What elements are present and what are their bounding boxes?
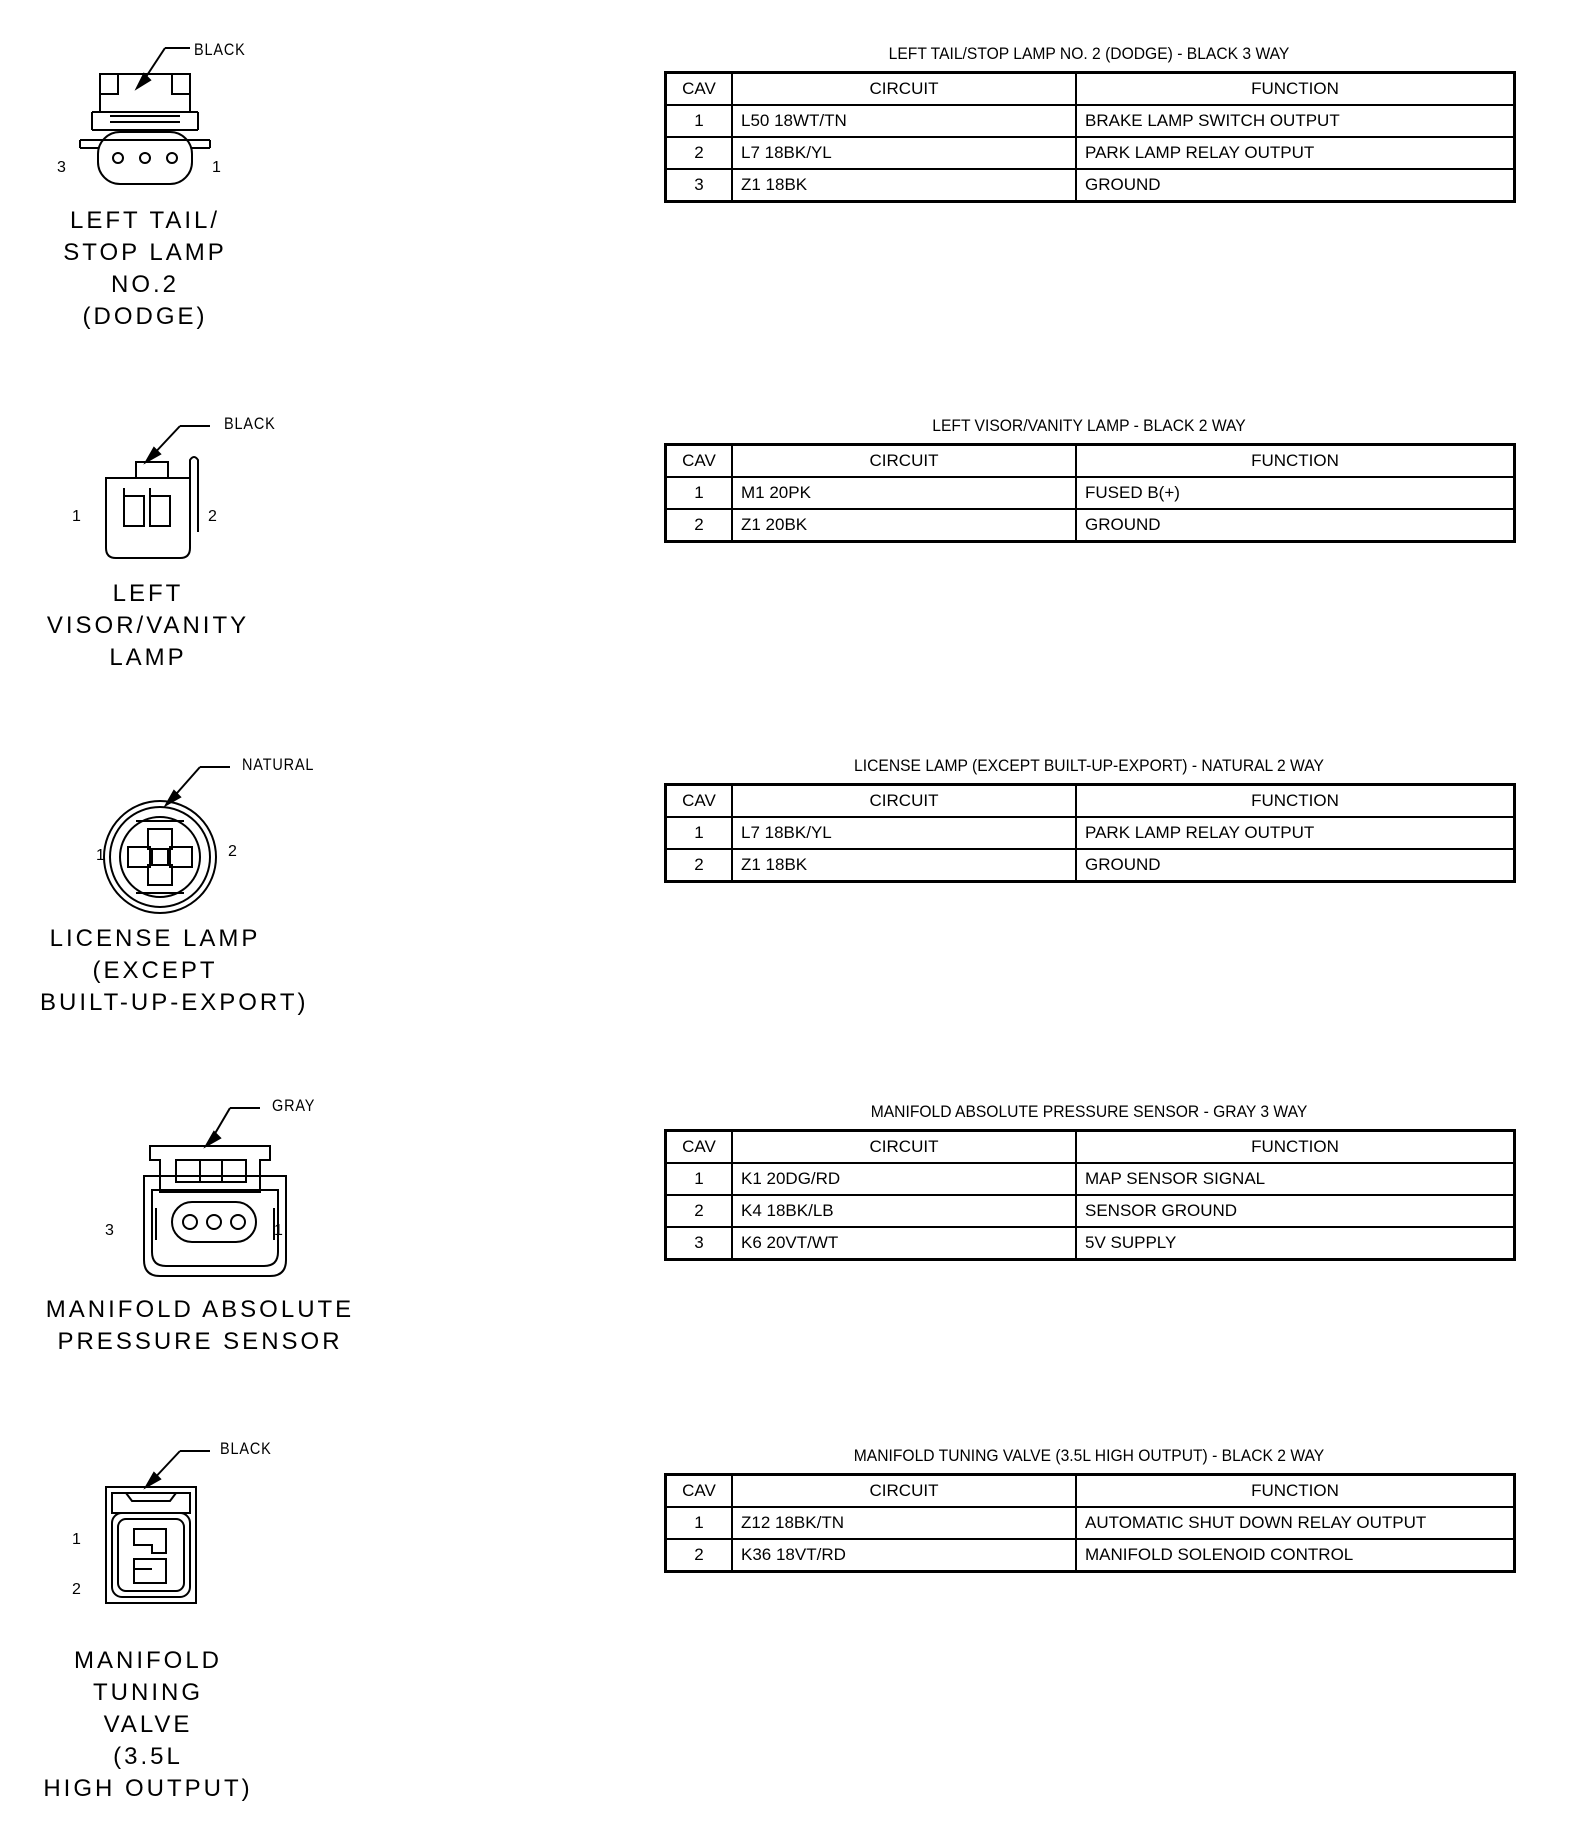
table-row (666, 169, 1515, 202)
connector-pinout-table (664, 783, 1516, 883)
function-header: FUNCTION (1076, 73, 1515, 106)
connector-caption (40, 1645, 256, 1805)
function-cell: GROUND (1076, 169, 1515, 202)
cav-cell: 2 (666, 1195, 733, 1227)
function-cell: PARK LAMP RELAY OUTPUT (1076, 817, 1515, 849)
connector-color-label: GRAY (272, 1096, 316, 1115)
cav-cell: 1 (666, 105, 733, 137)
caption-line: LAMP (109, 644, 187, 671)
caption-line: LICENSE LAMP (49, 925, 261, 952)
circuit-cell: K1 20DG/RD (732, 1163, 1076, 1195)
caption-line: BUILT-UP-EXPORT) (40, 989, 309, 1016)
cav-cell: 1 (666, 477, 733, 509)
caption-line: NO.2 (110, 271, 179, 298)
circuit-cell: Z1 20BK (732, 509, 1076, 542)
pin-label: 2 (208, 508, 217, 525)
connector-pinout-table (664, 71, 1516, 203)
function-cell: MANIFOLD SOLENOID CONTROL (1076, 1539, 1515, 1572)
table-header-row (666, 1475, 1515, 1508)
cav-header: CAV (666, 785, 733, 818)
two-way-valve-connector-icon (40, 1435, 340, 1615)
caption-line: MANIFOLD ABSOLUTE (45, 1296, 355, 1323)
function-header: FUNCTION (1076, 785, 1515, 818)
circuit-cell: L7 18BK/YL (732, 137, 1076, 169)
caption-line: MANIFOLD (73, 1647, 222, 1674)
table-header-row (666, 445, 1515, 478)
table-title: MANIFOLD ABSOLUTE PRESSURE SENSOR - GRAY 3 WAY (870, 1102, 1308, 1121)
function-cell: BRAKE LAMP SWITCH OUTPUT (1076, 105, 1515, 137)
table-title: LEFT VISOR/VANITY LAMP - BLACK 2 WAY (932, 416, 1246, 435)
function-cell: 5V SUPPLY (1076, 1227, 1515, 1260)
connector-caption (40, 923, 309, 1019)
cav-header: CAV (666, 1131, 733, 1164)
circuit-cell: L50 18WT/TN (732, 105, 1076, 137)
connector-color-label: BLACK (220, 1439, 272, 1458)
cav-cell: 3 (666, 1227, 733, 1260)
cav-header: CAV (666, 1475, 733, 1508)
connector-pinout-table (664, 443, 1516, 543)
pin-label: 1 (72, 1531, 81, 1548)
table-title: MANIFOLD TUNING VALVE (3.5L HIGH OUTPUT) - BLACK 2 WAY (853, 1446, 1325, 1465)
pin-label: 1 (274, 1222, 283, 1239)
table-title: LEFT TAIL/STOP LAMP NO. 2 (DODGE) - BLACK 3 WAY (888, 44, 1290, 63)
cav-cell: 2 (666, 509, 733, 542)
table-row (666, 1195, 1515, 1227)
caption-line: VALVE (103, 1711, 193, 1738)
table-title: LICENSE LAMP (EXCEPT BUILT-UP-EXPORT) - NATURAL 2 WAY (854, 756, 1324, 775)
cav-header: CAV (666, 445, 733, 478)
connector-color-label: BLACK (224, 414, 276, 433)
function-cell: GROUND (1076, 509, 1515, 542)
function-header: FUNCTION (1076, 1131, 1515, 1164)
pin-label: 2 (72, 1581, 81, 1598)
pin-label: 3 (57, 159, 66, 176)
circuit-cell: M1 20PK (732, 477, 1076, 509)
connector-caption (40, 578, 256, 674)
function-cell: PARK LAMP RELAY OUTPUT (1076, 137, 1515, 169)
function-cell: MAP SENSOR SIGNAL (1076, 1163, 1515, 1195)
cav-cell: 2 (666, 137, 733, 169)
circuit-cell: K6 20VT/WT (732, 1227, 1076, 1260)
circuit-cell: Z12 18BK/TN (732, 1507, 1076, 1539)
connector-pinout-table (664, 1129, 1516, 1261)
table-row (666, 1507, 1515, 1539)
caption-line: LEFT (112, 580, 184, 607)
caption-line: (EXCEPT (92, 957, 218, 984)
connector-color-label: NATURAL (242, 755, 315, 774)
connector-caption (40, 1294, 360, 1358)
function-header: FUNCTION (1076, 1475, 1515, 1508)
two-way-lamp-connector-icon (40, 400, 340, 570)
three-way-sensor-connector-icon (40, 1090, 340, 1290)
caption-line: HIGH OUTPUT) (43, 1775, 253, 1802)
caption-line: LEFT TAIL/ (69, 207, 221, 234)
cav-cell: 2 (666, 849, 733, 882)
connector-pinout-table (664, 1473, 1516, 1573)
three-way-lamp-connector-icon (40, 30, 340, 190)
function-cell: GROUND (1076, 849, 1515, 882)
circuit-cell: K4 18BK/LB (732, 1195, 1076, 1227)
function-header: FUNCTION (1076, 445, 1515, 478)
circuit-cell: Z1 18BK (732, 169, 1076, 202)
table-header-row (666, 1131, 1515, 1164)
cav-cell: 2 (666, 1539, 733, 1572)
function-cell: SENSOR GROUND (1076, 1195, 1515, 1227)
pin-label: 1 (72, 508, 81, 525)
caption-line: (DODGE) (82, 303, 208, 330)
pin-label: 3 (105, 1222, 114, 1239)
caption-line: VISOR/VANITY (46, 612, 250, 639)
cav-cell: 1 (666, 817, 733, 849)
table-row (666, 817, 1515, 849)
table-row (666, 105, 1515, 137)
table-row (666, 849, 1515, 882)
caption-line: (3.5L (113, 1743, 183, 1770)
circuit-header: CIRCUIT (732, 445, 1076, 478)
connector-caption (40, 205, 250, 333)
cav-cell: 1 (666, 1163, 733, 1195)
pin-label: 1 (96, 847, 105, 864)
pin-label: 1 (212, 159, 221, 176)
pin-label: 2 (228, 843, 237, 860)
cav-cell: 1 (666, 1507, 733, 1539)
circuit-header: CIRCUIT (732, 785, 1076, 818)
circuit-cell: Z1 18BK (732, 849, 1076, 882)
table-row (666, 509, 1515, 542)
caption-line: TUNING (93, 1679, 203, 1706)
table-header-row (666, 785, 1515, 818)
table-row (666, 1163, 1515, 1195)
circuit-header: CIRCUIT (732, 1475, 1076, 1508)
cav-cell: 3 (666, 169, 733, 202)
cav-header: CAV (666, 73, 733, 106)
table-header-row (666, 73, 1515, 106)
table-row (666, 1539, 1515, 1572)
circuit-header: CIRCUIT (732, 1131, 1076, 1164)
circuit-cell: L7 18BK/YL (732, 817, 1076, 849)
circuit-header: CIRCUIT (732, 73, 1076, 106)
caption-line: PRESSURE SENSOR (57, 1328, 343, 1355)
table-row (666, 477, 1515, 509)
caption-line: STOP LAMP (63, 239, 227, 266)
connector-color-label: BLACK (194, 40, 246, 59)
function-cell: AUTOMATIC SHUT DOWN RELAY OUTPUT (1076, 1507, 1515, 1539)
table-row (666, 137, 1515, 169)
table-row (666, 1227, 1515, 1260)
function-cell: FUSED B(+) (1076, 477, 1515, 509)
circuit-cell: K36 18VT/RD (732, 1539, 1076, 1572)
